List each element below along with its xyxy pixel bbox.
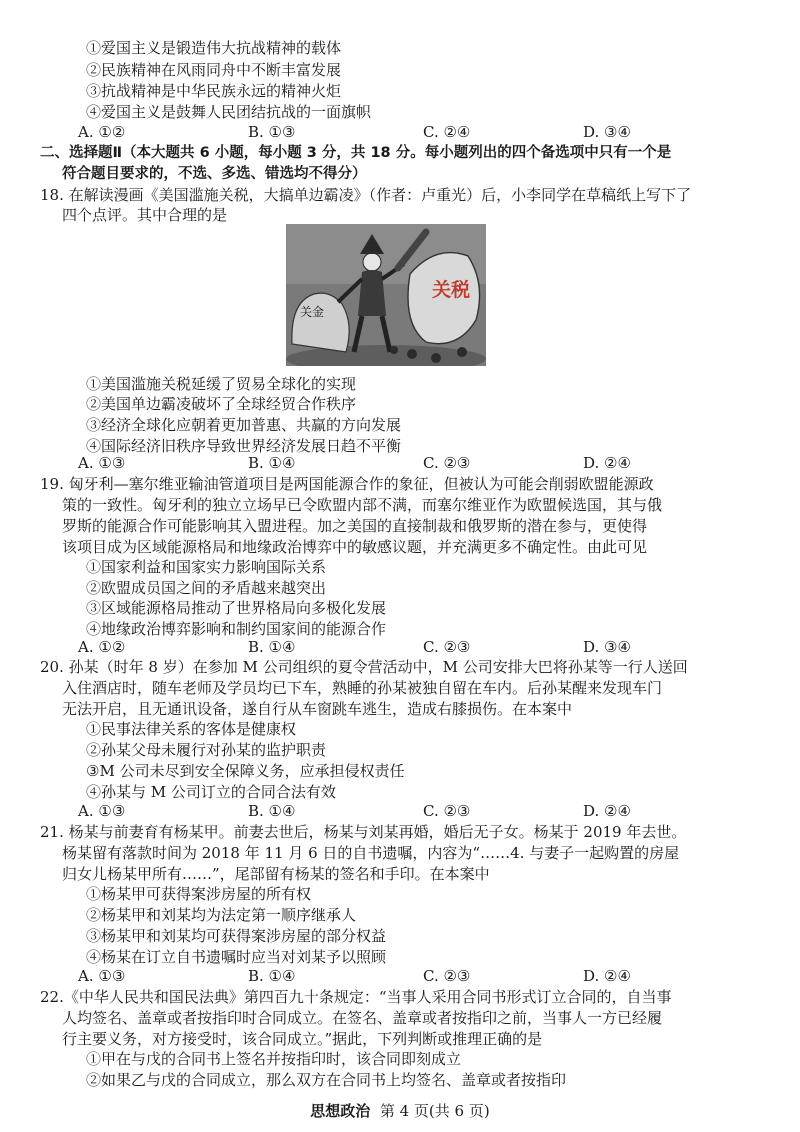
q19-option-3: ③区域能源格局推动了世界格局向多极化发展 <box>86 599 387 617</box>
q21-option-3: ③杨某甲和刘某均可获得案涉房屋的部分权益 <box>86 927 387 945</box>
q20-option-2: ②孙某父母未履行对孙某的监护职责 <box>86 741 327 759</box>
q17-option-4: ④爱国主义是鼓舞人民团结抗战的一面旗帜 <box>86 103 372 121</box>
footer-page-number: 第 4 页(共 6 页) <box>379 1102 490 1120</box>
q17-option-1: ①爱国主义是锻造伟大抗战精神的载体 <box>86 39 342 57</box>
page-footer <box>0 1100 800 1121</box>
q20-option-4: ④孙某与 M 公司订立的合同合法有效 <box>86 783 336 801</box>
choice-d: D. ②④ <box>583 967 631 985</box>
q22-option-1: ①甲在与戊的合同书上签名并按指印时，该合同即刻成立 <box>86 1050 462 1068</box>
choice-d: D. ②④ <box>583 454 631 472</box>
q20-option-3: ③M 公司未尽到安全保障义务，应承担侵权责任 <box>86 762 405 780</box>
choice-c: C. ②③ <box>423 638 471 656</box>
choice-b: B. ①④ <box>248 638 296 656</box>
q19-stem-1: 19. 匈牙利—塞尔维亚输油管道项目是两国能源合作的象征，但被认为可能会削弱欧盟能源政 <box>40 475 654 493</box>
choice-b: B. ①④ <box>248 802 296 820</box>
choice-d: D. ③④ <box>583 123 631 141</box>
choice-c: C. ②③ <box>423 802 471 820</box>
q21-choices <box>78 966 638 986</box>
q18-option-2: ②美国单边霸凌破坏了全球经贸合作秩序 <box>86 395 357 413</box>
choice-a: A. ①② <box>78 638 126 656</box>
choice-c: C. ②③ <box>423 967 471 985</box>
choice-a: A. ①③ <box>78 802 126 820</box>
choice-a: A. ①② <box>78 123 126 141</box>
q18-option-1: ①美国滥施关税延缓了贸易全球化的实现 <box>86 375 357 393</box>
q18-stem-1: 18. 在解读漫画《美国滥施关税，大搞单边霸凌》（作者：卢重光）后，小李同学在草稿纸上写下了 <box>40 186 692 204</box>
choice-d: D. ②④ <box>583 802 631 820</box>
q22-stem-3: 行主要义务，对方接受时，该合同成立。”据此，下列判断或推理正确的是 <box>62 1030 543 1048</box>
choice-a: A. ①③ <box>78 967 126 985</box>
q21-option-1: ①杨某甲可获得案涉房屋的所有权 <box>86 885 312 903</box>
choice-c: C. ②③ <box>423 454 471 472</box>
q21-stem-2: 杨某留有落款时间为 2018 年 11 月 6 日的自书遗嘱，内容为“……4. 与妻子一起购置的房屋 <box>62 844 680 862</box>
q22-stem-2: 人均签名、盖章或者按指印时合同成立。在签名、盖章或者按指印之前，当事人一方已经履 <box>62 1009 663 1027</box>
q20-stem-3: 无法开启，且无通讯设备，遂自行从车窗跳车逃生，造成右膝损伤。在本案中 <box>62 700 573 718</box>
q20-stem-2: 入住酒店时，随车老师及学员均已下车，熟睡的孙某被独自留在车内。后孙某醒来发现车门 <box>62 679 663 697</box>
q20-stem-1: 20. 孙某（时年 8 岁）在参加 M 公司组织的夏令营活动中，M 公司安排大巴将孙某等一行人送回 <box>40 658 688 676</box>
q19-choices <box>78 637 638 657</box>
choice-c: C. ②④ <box>423 123 471 141</box>
section-header-line-1: 二、选择题Ⅱ（本大题共 6 小题，每小题 3 分，共 18 分。每小题列出的四个备选项中只有一个是 <box>40 145 672 161</box>
footer-subject: 思想政治 <box>310 1102 371 1120</box>
q18-choices <box>78 453 638 473</box>
q21-stem-1: 21. 杨某与前妻育有杨某甲。前妻去世后，杨某与刘某再婚，婚后无子女。杨某于 2019 年去世。 <box>40 823 687 841</box>
q19-stem-2: 策的一致性。匈牙利的独立立场早已令欧盟内部不满，而塞尔维亚作为欧盟候选国，其与俄 <box>62 496 663 514</box>
q17-option-2: ②民族精神在风雨同舟中不断丰富发展 <box>86 61 342 79</box>
q17-option-3: ③抗战精神是中华民族永远的精神火炬 <box>86 82 342 100</box>
q21-option-4: ④杨某在订立自书遗嘱时应当对刘某予以照顾 <box>86 948 387 966</box>
choice-d: D. ③④ <box>583 638 631 656</box>
q21-option-2: ②杨某甲和刘某均为法定第一顺序继承人 <box>86 906 357 924</box>
cartoon-image <box>286 224 486 366</box>
q20-option-1: ①民事法律关系的客体是健康权 <box>86 720 297 738</box>
q19-stem-4: 该项目成为区域能源格局和地缘政治博弈中的敏感议题，并充满更多不确定性。由此可见 <box>62 538 648 556</box>
bag-label: 关金 <box>300 305 325 319</box>
q19-option-4: ④地缘政治博弈影响和制约国家间的能源合作 <box>86 620 387 638</box>
choice-b: B. ①④ <box>248 967 296 985</box>
q22-stem-1: 22.《中华人民共和国民法典》第四百九十条规定：“当事人采用合同书形式订立合同的，自当事 <box>40 988 672 1006</box>
section-header-line-2: 符合题目要求的，不选、多选、错选均不得分） <box>62 166 367 182</box>
q18-option-4: ④国际经济旧秩序导致世界经济发展日趋不平衡 <box>86 437 402 455</box>
q22-option-2: ②如果乙与戊的合同成立，那么双方在合同书上均签名、盖章或者按指印 <box>86 1071 567 1089</box>
q18-stem-2: 四个点评。其中合理的是 <box>62 206 228 224</box>
q19-option-2: ②欧盟成员国之间的矛盾越来越突出 <box>86 579 327 597</box>
q20-choices <box>78 801 638 821</box>
choice-b: B. ①③ <box>248 123 296 141</box>
choice-a: A. ①③ <box>78 454 126 472</box>
choice-b: B. ①④ <box>248 454 296 472</box>
q19-stem-3: 罗斯的能源合作可能影响其入盟进程。加之美国的直接制裁和俄罗斯的潜在参与，更使得 <box>62 517 648 535</box>
q19-option-1: ①国家利益和国家实力影响国际关系 <box>86 558 327 576</box>
rock-label: 关税 <box>432 280 471 301</box>
q21-stem-3: 归女儿杨某甲所有……”，尾部留有杨某的签名和手印。在本案中 <box>62 865 490 883</box>
q18-option-3: ③经济全球化应朝着更加普惠、共赢的方向发展 <box>86 416 402 434</box>
q17-choices <box>78 122 638 142</box>
